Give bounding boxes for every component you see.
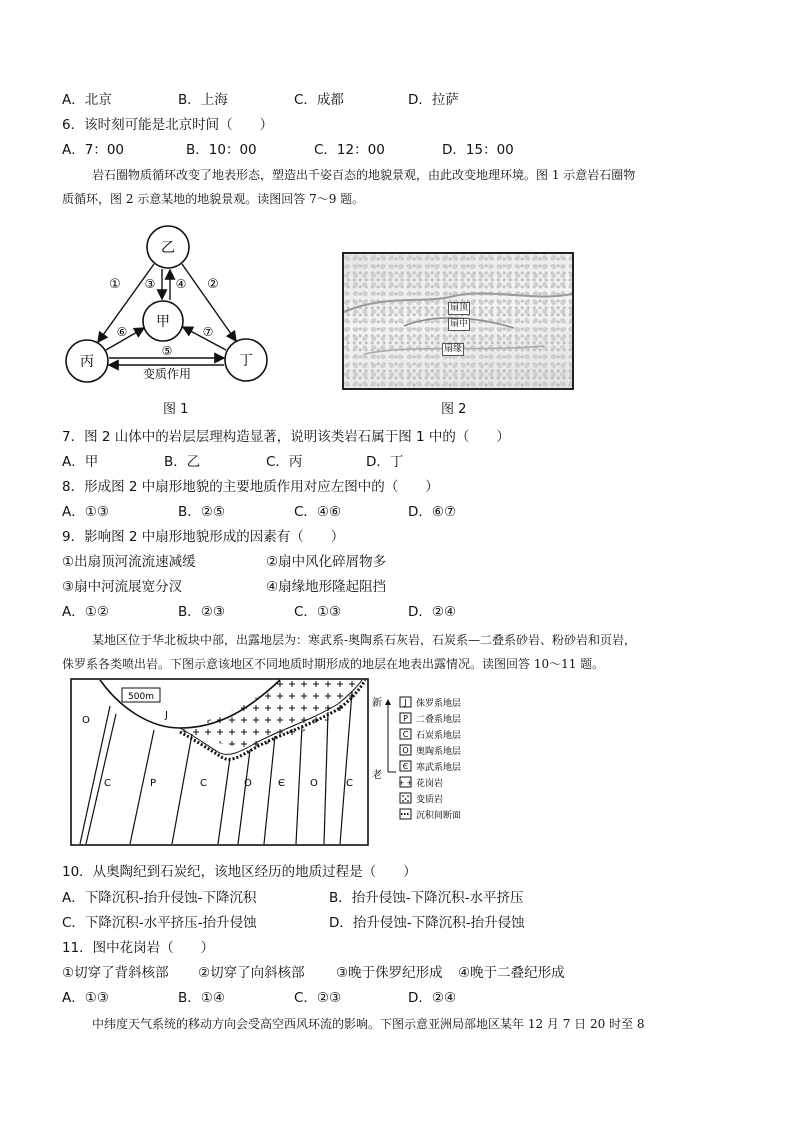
q10-option-d: D．抬升侵蚀-下降沉积-抬升侵蚀	[329, 915, 525, 931]
q9-option-a: A．①②	[62, 604, 109, 620]
q10-stem: 10．从奥陶纪到石炭纪，该地区经历的地质过程是（ ）	[62, 864, 417, 880]
arrow-5-label: ⑤	[161, 344, 173, 358]
q6-stem: 6．该时刻可能是北京时间（ ）	[62, 117, 274, 133]
node-jia-label: 甲	[156, 314, 170, 330]
q7-option-b: B．乙	[164, 454, 201, 470]
arrow-7-label: ⑦	[202, 325, 214, 339]
metamorphism-label: 变质作用	[142, 367, 192, 381]
q11-option-d: D．②④	[408, 990, 457, 1006]
legend-new-label: 新	[372, 698, 382, 709]
q11-option-c: C．②③	[294, 990, 342, 1006]
geologic-outcrop-map	[70, 678, 370, 848]
svg-text:O: O	[402, 746, 409, 755]
legend-carboniferous: 石炭系地层	[416, 731, 462, 741]
legend-metamorphic: 变质岩	[416, 795, 444, 805]
arrow-2-label: ②	[207, 277, 219, 292]
q8-option-a: A．①③	[62, 504, 109, 520]
q9-option-c: C．①③	[294, 604, 342, 620]
q11-item-2: ②切穿了向斜核部	[198, 965, 305, 981]
q5-option-d: D．拉萨	[408, 92, 459, 108]
legend-permian: 二叠系地层	[416, 715, 462, 725]
q9-item-3: ③扇中河流展宽分汊	[62, 579, 183, 595]
q8-option-b: B．②⑤	[178, 504, 225, 520]
legend-unconformity: 沉积间断面	[416, 811, 462, 821]
legend-jurassic: 侏罗系地层	[416, 699, 462, 709]
q6-option-d: D．15：00	[442, 142, 514, 158]
arrow-4-label: ④	[175, 277, 187, 291]
strata-label-p: P	[150, 778, 157, 789]
node-yi-label: 乙	[161, 240, 175, 256]
arrow-6-label: ⑥	[116, 325, 128, 339]
arrow-3-label: ③	[144, 277, 156, 291]
q9-item-1: ①出扇顶河流流速减缓	[62, 554, 196, 570]
legend-ordovician: 奥陶系地层	[416, 747, 462, 757]
q11-stem: 11．图中花岗岩（ ）	[62, 940, 215, 956]
passage3-line1: 中纬度天气系统的移动方向会受高空西风环流的影响。下图示意亚洲局部地区某年 12 月 7 日 20 时至 8	[92, 1017, 645, 1031]
fan-top-label: 扇顶	[450, 303, 469, 313]
svg-text:J: J	[404, 698, 407, 707]
passage2-line1: 某地区位于华北板块中部，出露地层为：寒武系-奥陶系石灰岩，石炭系—二叠系砂岩、粉砂岩和页岩，	[92, 633, 637, 647]
q6-option-c: C．12：00	[314, 142, 385, 158]
q7-option-d: D．丁	[366, 454, 404, 470]
fan-middle-label: 扇中	[450, 319, 469, 329]
q7-stem: 7．图 2 山体中的岩层层理构造显著，说明该类岩石属于图 1 中的（ ）	[62, 429, 510, 445]
q9-option-d: D．②④	[408, 604, 457, 620]
strata-label-o2: O	[244, 778, 252, 789]
q5-option-a: A．北京	[62, 92, 112, 108]
node-ding-label: 丁	[239, 353, 253, 369]
arrow-1-label: ①	[109, 277, 121, 292]
q11-option-b: B．①④	[178, 990, 225, 1006]
strata-label-c1: C	[104, 778, 111, 789]
q11-option-a: A．①③	[62, 990, 109, 1006]
fig2-caption: 图 2	[441, 402, 467, 417]
q8-option-d: D．⑥⑦	[408, 504, 457, 520]
fig2-landscape-photo	[342, 252, 574, 390]
legend-cambrian: 寒武系地层	[416, 763, 462, 773]
strata-label-o1: O	[82, 715, 90, 726]
q5-option-b: B．上海	[178, 92, 228, 108]
q10-option-c: C．下降沉积-水平挤压-抬升侵蚀	[62, 915, 257, 931]
legend-granite: 花岗岩	[416, 779, 444, 789]
legend-old-label: 老	[372, 770, 382, 781]
strata-label-j: J	[165, 710, 168, 721]
q9-item-4: ④扇缘地形隆起阻挡	[266, 579, 387, 595]
q6-option-b: B．10：00	[186, 142, 257, 158]
passage2-line2: 侏罗系各类喷出岩。下图示意该地区不同地质时期形成的地层在地表出露情况。读图回答 10～11 题。	[62, 657, 605, 671]
passage1-line1: 岩石圈物质循环改变了地表形态，塑造出千姿百态的地貌景观，由此改变地理环境。图 1 示意岩石圈物	[92, 168, 636, 182]
svg-text:C: C	[402, 730, 409, 739]
q7-option-c: C．丙	[266, 454, 303, 470]
strata-label-o3: O	[310, 778, 318, 789]
q11-item-4: ④晚于二叠纪形成	[458, 965, 565, 981]
passage1-line2: 质循环，图 2 示意某地的地貌景观。读图回答 7～9 题。	[62, 192, 365, 206]
q8-stem: 8．形成图 2 中扇形地貌的主要地质作用对应左图中的（ ）	[62, 479, 439, 495]
q10-option-b: B．抬升侵蚀-下降沉积-水平挤压	[329, 890, 524, 906]
svg-text:+ +: + +	[398, 779, 413, 787]
q9-item-2: ②扇中风化碎屑物多	[266, 554, 387, 570]
q9-stem: 9．影响图 2 中扇形地貌形成的因素有（ ）	[62, 529, 345, 545]
q9-option-b: B．②③	[178, 604, 225, 620]
node-bing-label: 丙	[80, 354, 94, 370]
strata-label-c2: C	[200, 778, 207, 789]
scale-bar-label: 500m	[128, 692, 154, 702]
fan-edge-label: 扇缘	[444, 344, 463, 354]
svg-text:P: P	[403, 714, 408, 723]
rock-cycle-diagram	[60, 220, 280, 390]
q10-option-a: A．下降沉积-抬升侵蚀-下降沉积	[62, 890, 257, 906]
q6-option-a: A．7：00	[62, 142, 125, 158]
svg-text:Є: Є	[402, 762, 409, 771]
q11-item-1: ①切穿了背斜核部	[62, 965, 169, 981]
geologic-map-legend	[372, 692, 492, 834]
strata-label-e: Є	[278, 778, 285, 789]
strata-label-c3: C	[346, 778, 353, 789]
q11-item-3: ③晚于侏罗纪形成	[336, 965, 443, 981]
fig1-caption: 图 1	[163, 402, 189, 417]
q8-option-c: C．④⑥	[294, 504, 342, 520]
q7-option-a: A．甲	[62, 454, 99, 470]
q5-option-c: C．成都	[294, 92, 344, 108]
